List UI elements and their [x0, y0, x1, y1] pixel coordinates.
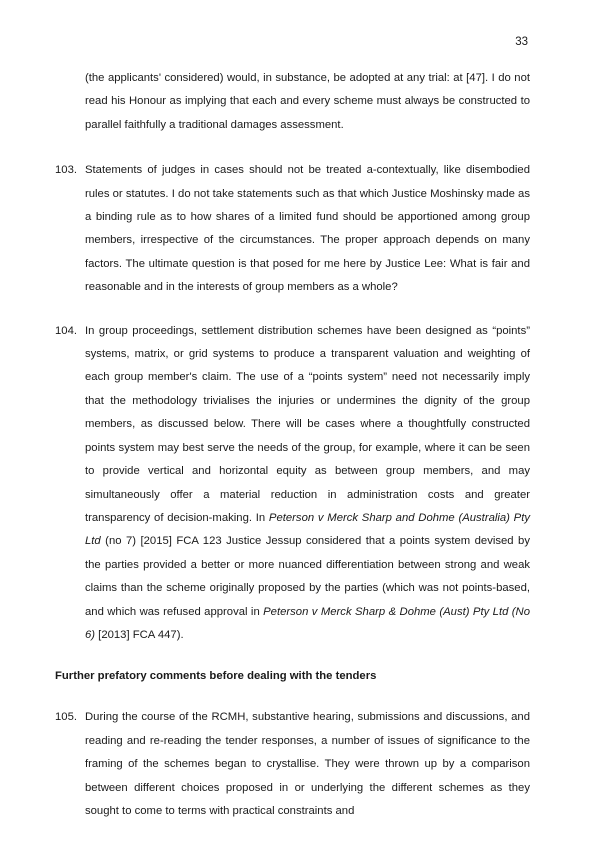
case-citation: Peterson v Merck Sharp and Dohme (Australia) Pty Ltd: [85, 511, 531, 548]
paragraph-104: [55, 320, 530, 648]
paragraph-text: In group proceedings, settlement distribution schemes have been designed as “points” systems, matrix, or grid systems to produce a transparent valuation and weighting of each group member's claim. The use of a “points system” need not necessarily imply that the methodology trivialises the injuries or undermines the dignity of the group members, as discussed below. There will be cases where a thoughtfully constructed points system may best serve the needs of the group, for example, where it can be seen to provide vertical and horizontal equity as between group members, and may simultaneously offer a material reduction in administration costs and greater transparency of decision-making. In: [85, 324, 530, 524]
paragraph-number: 103.: [55, 164, 77, 177]
page-number: 33: [515, 36, 528, 48]
paragraph-text: [2013] FCA 447).: [95, 628, 184, 641]
paragraph-text: During the course of the RCMH, substantive hearing, submissions and discussions, and reading and re-reading the tender responses, a number of issues of significance to the framing of the schemes began to crystallise. They were thrown up by a comparison between different choices proposed in or underlying the different schemes as they sought to come to terms with practical constraints and: [85, 711, 530, 817]
case-citation: Peterson v Merck Sharp & Dohme (Aust) Pty Ltd (No 6): [85, 605, 530, 641]
paragraph-text: (no 7) [2015] FCA 123 Justice Jessup considered that a points system devised by the parties provided a better or more nuanced differentiation between strong and weak claims than the scheme originally proposed by the parties (which was not points-based, and which was refused approval in: [85, 535, 530, 618]
section-heading: Further prefatory comments before dealing with the tenders: [55, 670, 377, 683]
paragraph-text: Statements of judges in cases should not be treated a-contextually, like disembodied rules or statutes. I do not take statements such as that which Justice Moshinsky made as a binding rule as to how shares of a limited fund should be apportioned among group members, irrespective of the circumstances. The proper approach depends on many factors. The ultimate question is that posed for me here by Justice Lee: What is fair and reasonable and in the interests of group members as a whole?: [85, 164, 530, 294]
paragraph-number: 105.: [55, 711, 77, 724]
paragraph-continued: (the applicants' considered) would, in substance, be adopted at any trial: at [47]. I do not read his Honour as implying that each and every scheme must always be constructed to parallel faithfully a traditional damages assessment.: [85, 72, 530, 131]
paragraph-105: [55, 706, 530, 823]
paragraph-number: 104.: [55, 324, 77, 337]
page-body: [55, 67, 530, 823]
paragraph-103: [55, 159, 530, 299]
